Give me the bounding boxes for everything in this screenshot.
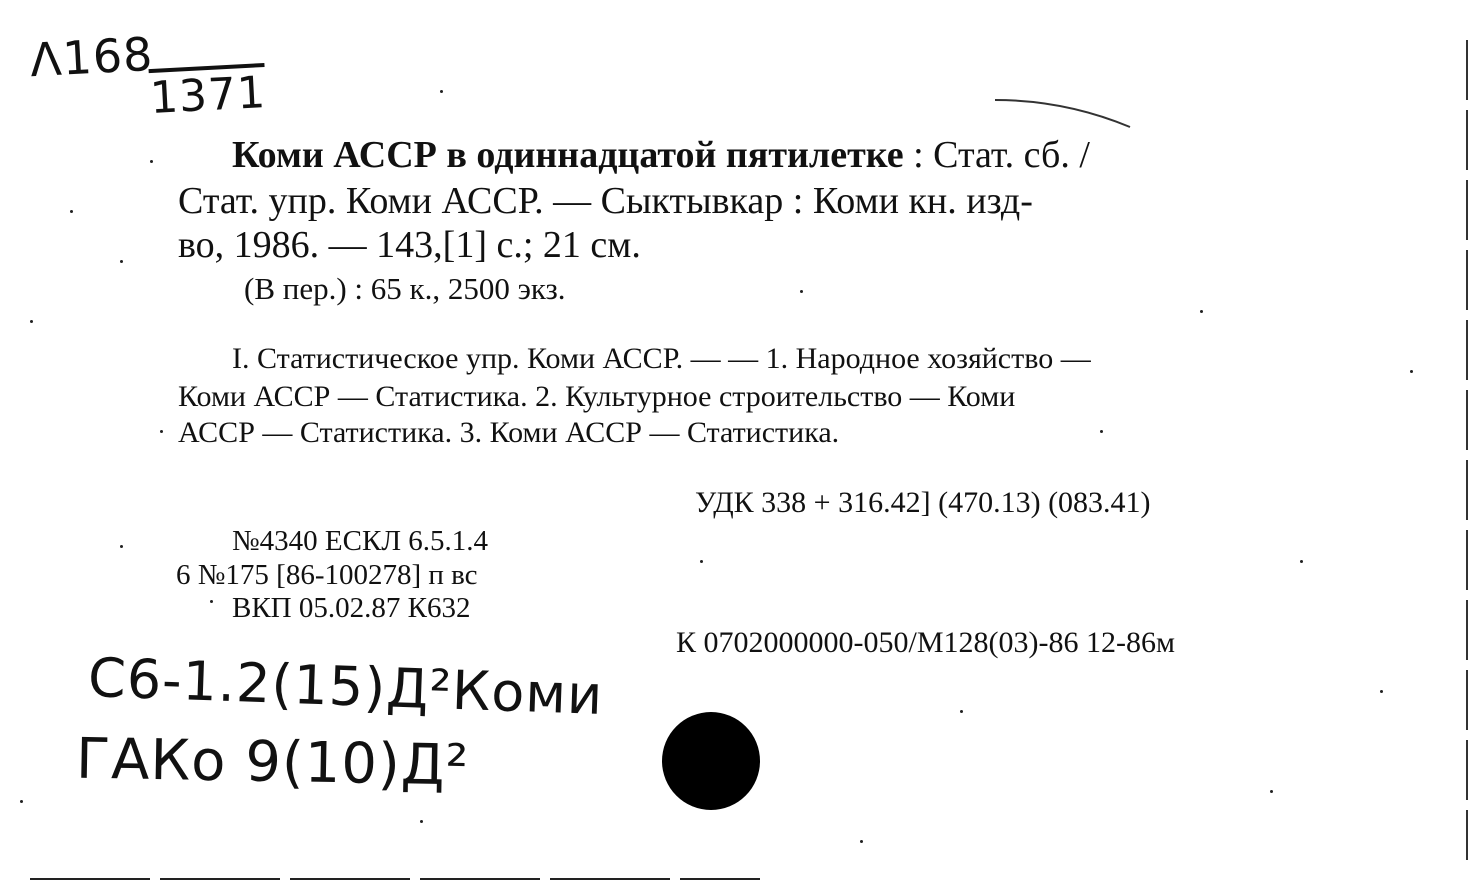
speckle [150, 160, 153, 163]
entry-line-3: во, 1986. — 143,[1] с.; 21 см. [178, 224, 641, 266]
bottom-edge [30, 878, 760, 880]
speckle [210, 600, 213, 603]
speckle [30, 320, 33, 323]
speckle [440, 90, 443, 93]
speckle [120, 545, 123, 548]
batch-number: 6 №175 [86-100278] п вс [176, 559, 478, 591]
speckle [70, 210, 73, 213]
speckle [960, 710, 963, 713]
speckle [1100, 430, 1103, 433]
handwritten-classification-2: ГАКо 9(10)Д² [75, 726, 470, 799]
speckle [1410, 370, 1413, 373]
vkp-line: ВКП 05.02.87 К632 [232, 592, 471, 624]
pencil-mark [995, 92, 1135, 132]
speckle [160, 430, 163, 433]
entry-title: Коми АССР в одиннадцатой пятилетке [232, 134, 904, 176]
record-number: №4340 ЕСКЛ 6.5.1.4 [232, 525, 488, 557]
handwritten-call-number-sub: 1371 [148, 66, 268, 125]
speckle [1380, 690, 1383, 693]
subjects-line-3: АССР — Статистика. 3. Коми АССР — Статистика. [178, 416, 840, 449]
speckle [700, 560, 703, 563]
punch-hole [662, 712, 760, 810]
entry-title-rest: : Стат. сб. / [903, 134, 1090, 176]
speckle [1200, 310, 1203, 313]
speckle [20, 800, 23, 803]
speckle [1270, 790, 1273, 793]
speckle [120, 260, 123, 263]
entry-line-2: Стат. упр. Коми АССР. — Сыктывкар : Коми кн. изд- [178, 180, 1033, 222]
speckle [860, 840, 863, 843]
subjects-line-1: I. Статистическое упр. Коми АССР. — — 1. Народное хозяйство — [232, 342, 1091, 375]
speckle [800, 290, 803, 293]
entry-title-line [232, 132, 1090, 178]
k-code: К 0702000000-050/М128(03)-86 12-86м [676, 626, 1175, 659]
call-number-main: Λ168 [28, 26, 155, 88]
handwritten-call-number [29, 27, 155, 87]
udk-code: УДК 338 + 316.42] (470.13) (083.41) [695, 486, 1151, 519]
speckle [1300, 560, 1303, 563]
handwritten-classification-1: C6-1.2(15)Д²Коми [87, 646, 605, 727]
subjects-line-2: Коми АССР — Статистика. 2. Культурное строительство — Коми [178, 380, 1016, 413]
right-edge [1466, 40, 1468, 860]
speckle [420, 820, 423, 823]
entry-price-line: (В пер.) : 65 к., 2500 экз. [244, 271, 566, 306]
